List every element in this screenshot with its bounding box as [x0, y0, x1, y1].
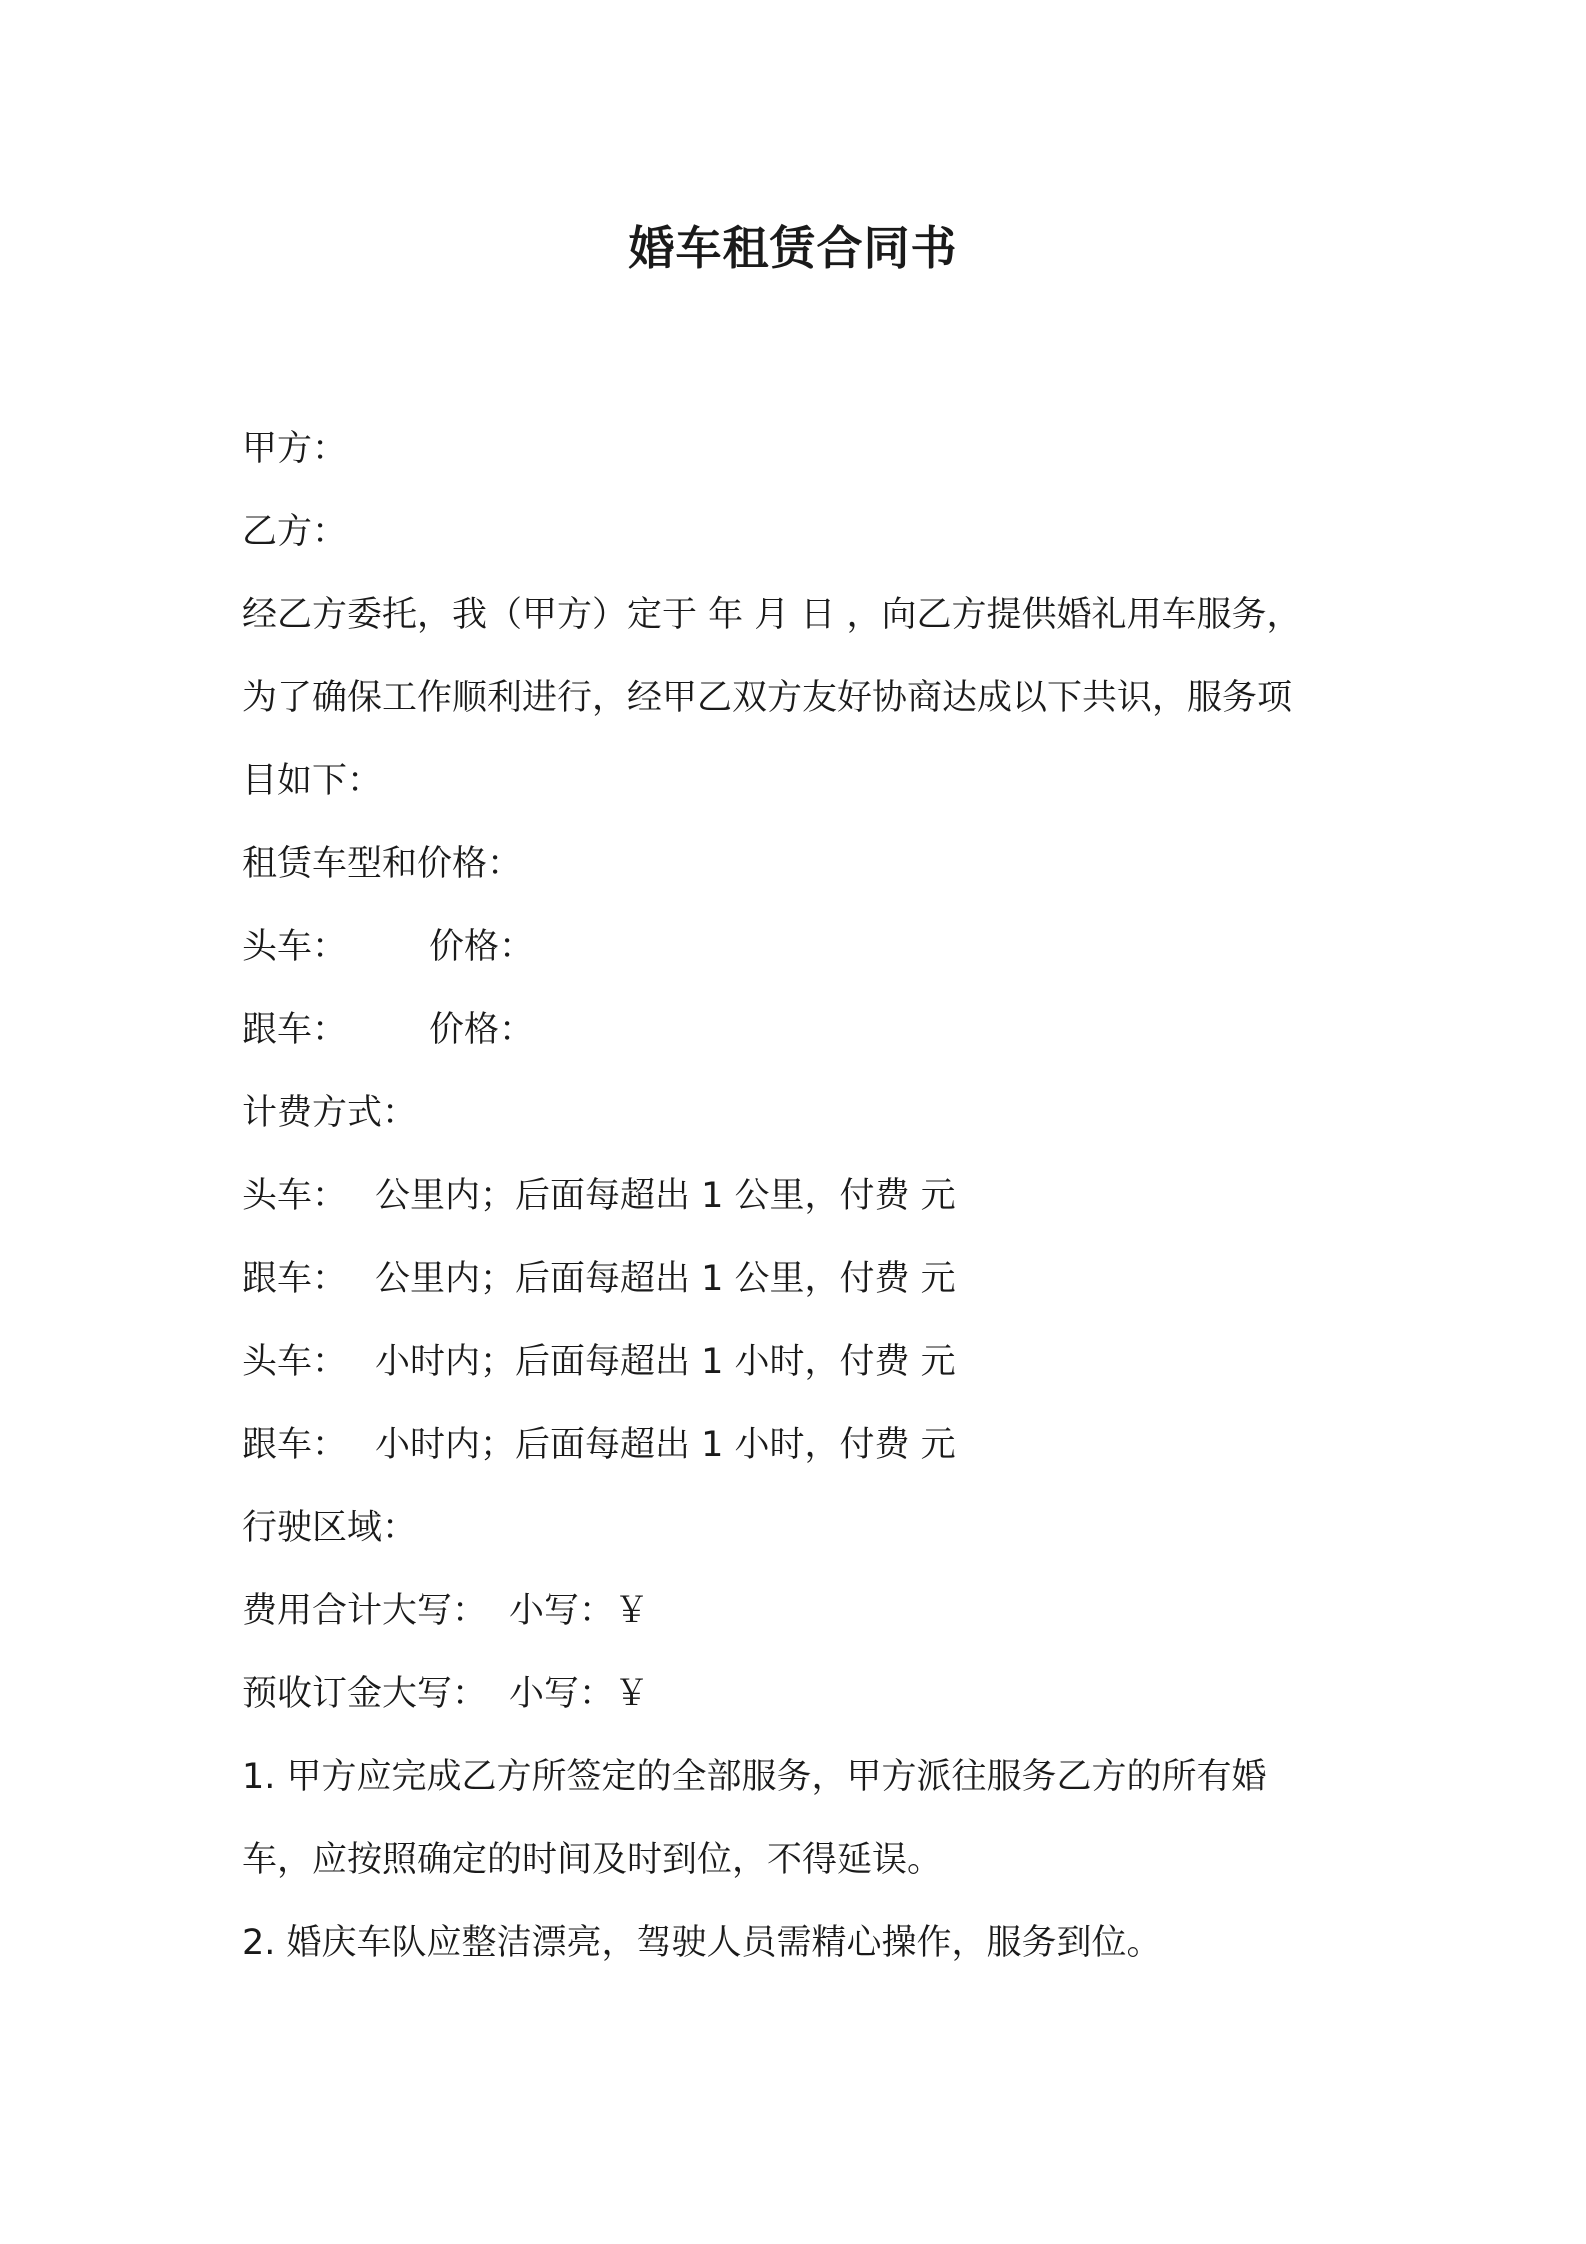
vehicle-label: 跟车：: [242, 1010, 348, 1050]
document-body: [242, 408, 1362, 1985]
rental-heading: 租赁车型和价格：: [242, 844, 523, 884]
total-row: [242, 1570, 1362, 1653]
billing-label: 头车：: [242, 1176, 348, 1216]
total-label: 费用合计大写：: [242, 1591, 488, 1631]
billing-row: [242, 1238, 1362, 1321]
vehicle-label: 头车：: [242, 927, 348, 967]
billing-heading: 计费方式：: [242, 1093, 418, 1133]
vehicle-row: [242, 989, 1362, 1072]
price-label: 价格：: [429, 927, 535, 967]
vehicle-row: [242, 906, 1362, 989]
billing-row: [242, 1155, 1362, 1238]
document-title: 婚车租赁合同书: [628, 221, 958, 275]
clause-line: 2. 婚庆车队应整洁漂亮，驾驶人员需精心操作，服务到位。: [242, 1923, 1162, 1963]
billing-terms: 小时内；后面每超出 1 小时，付费 元: [375, 1342, 956, 1382]
total-small-label: 小写：￥: [509, 1591, 650, 1631]
billing-label: 头车：: [242, 1342, 348, 1382]
billing-label: 跟车：: [242, 1425, 348, 1465]
billing-row: [242, 1404, 1362, 1487]
billing-terms: 小时内；后面每超出 1 小时，付费 元: [375, 1425, 956, 1465]
intro-line: 经乙方委托，我（甲方）定于 年 月 日 ，向乙方提供婚礼用车服务，: [242, 595, 1302, 635]
intro-line: 目如下：: [242, 761, 383, 801]
billing-terms: 公里内；后面每超出 1 公里，付费 元: [375, 1259, 956, 1299]
price-label: 价格：: [429, 1010, 535, 1050]
billing-label: 跟车：: [242, 1259, 348, 1299]
clause-line: 1. 甲方应完成乙方所签定的全部服务，甲方派往服务乙方的所有婚: [242, 1757, 1267, 1797]
party-a-line: 甲方：: [242, 429, 348, 469]
intro-line: 为了确保工作顺利进行，经甲乙双方友好协商达成以下共识，服务项: [242, 678, 1293, 718]
clause-line: 车，应按照确定的时间及时到位，不得延误。: [242, 1840, 943, 1880]
deposit-row: [242, 1653, 1362, 1736]
driving-area-line: 行驶区域：: [242, 1508, 418, 1548]
deposit-small-label: 小写：￥: [509, 1674, 650, 1714]
billing-row: [242, 1321, 1362, 1404]
party-b-line: 乙方：: [242, 512, 348, 552]
billing-terms: 公里内；后面每超出 1 公里，付费 元: [375, 1176, 956, 1216]
deposit-label: 预收订金大写：: [242, 1674, 488, 1714]
